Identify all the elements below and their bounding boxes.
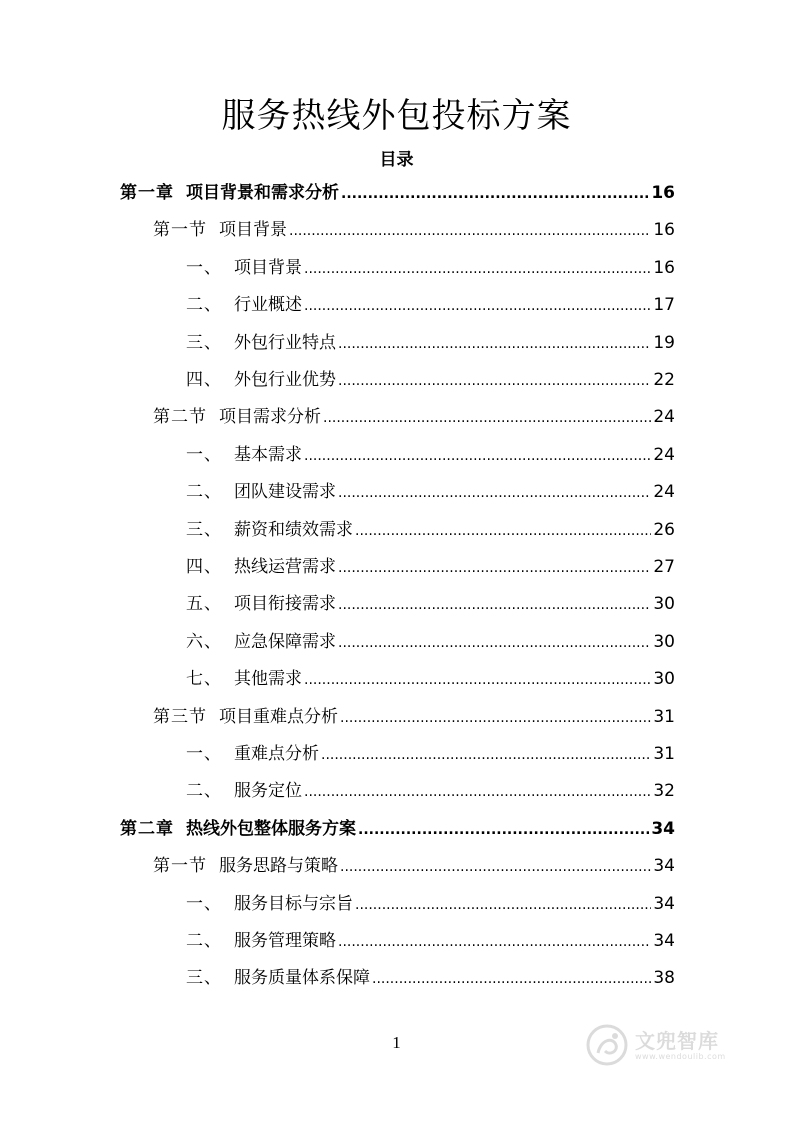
toc-entry[interactable] [153,702,675,732]
toc-dot-leader [355,897,651,913]
toc-dot-leader [338,934,651,950]
toc-entry-title: 热线运营需求 [234,557,336,577]
toc-entry-number: 二、 [186,931,222,951]
toc-entry-title: 外包行业优势 [234,370,336,390]
toc-dot-leader [338,635,651,651]
toc-entry-number: 一、 [186,894,222,914]
toc-entry[interactable] [186,515,675,545]
toc-entry-title: 行业概述 [234,295,302,315]
toc-entry-number: 二、 [186,781,222,801]
toc-dot-leader [341,186,649,202]
toc-dot-leader [355,523,651,539]
toc-entry-number: 六、 [186,632,222,652]
toc-entry-number: 一、 [186,258,222,278]
toc-entry[interactable] [186,552,675,582]
watermark [585,1020,755,1070]
toc-entry-page: 26 [653,520,675,540]
document-title: 服务热线外包投标方案 [221,96,572,136]
toc-dot-leader [304,784,651,800]
toc-entry[interactable] [120,178,675,208]
toc-entry-number: 第一节 [153,220,207,240]
toc-entry-title: 外包行业特点 [234,333,336,353]
toc-entry-number: 四、 [186,370,222,390]
toc-entry-title: 薪资和绩效需求 [234,520,353,540]
toc-entry-page: 30 [653,669,675,689]
toc-entry-page: 34 [651,819,675,839]
toc-entry-page: 16 [653,258,675,278]
toc-dot-leader [338,373,651,389]
toc-entry[interactable] [186,739,675,769]
toc-dot-leader [304,261,651,277]
toc-entry[interactable] [186,290,675,320]
toc-entry[interactable] [186,889,675,919]
toc-entry-number: 五、 [186,594,222,614]
toc-entry-page: 16 [653,220,675,240]
toc-entry-page: 38 [653,968,675,988]
toc-entry[interactable] [186,328,675,358]
toc-entry-page: 19 [653,333,675,353]
toc-entry-page: 31 [653,707,675,727]
toc-entry-title: 重难点分析 [234,744,319,764]
toc-dot-leader [338,485,651,501]
toc-dot-leader [340,859,651,875]
toc-entry-number: 二、 [186,482,222,502]
toc-entry-title: 团队建设需求 [234,482,336,502]
toc-entry-title: 项目背景和需求分析 [186,183,339,203]
toc-entry-title: 项目需求分析 [219,407,321,427]
toc-entry-title: 服务质量体系保障 [234,968,370,988]
toc-dot-leader [321,747,651,763]
toc-entry-page: 17 [653,295,675,315]
toc-entry[interactable] [153,215,675,245]
toc-entry-title: 服务思路与策略 [219,856,338,876]
toc-entry-number: 第一章 [120,183,174,203]
page-number: 1 [392,1033,401,1052]
watermark-name: 文兜智库 [635,1028,719,1053]
toc-entry-title: 项目背景 [219,220,287,240]
toc-entry-page: 32 [653,781,675,801]
toc-entry-page: 24 [653,482,675,502]
toc-entry-page: 24 [653,445,675,465]
toc-entry-title: 其他需求 [234,669,302,689]
toc-entry-number: 七、 [186,669,222,689]
toc-entry-title: 服务目标与宗旨 [234,894,353,914]
toc-dot-leader [372,971,651,987]
toc-entry[interactable] [186,776,675,806]
toc-entry-number: 三、 [186,333,222,353]
toc-entry[interactable] [186,664,675,694]
toc-entry-page: 27 [653,557,675,577]
toc-entry-title: 服务管理策略 [234,931,336,951]
toc-entry-number: 第二章 [120,819,174,839]
toc-entry-title: 热线外包整体服务方案 [186,819,356,839]
toc-entry[interactable] [186,963,675,993]
toc-entry[interactable] [186,477,675,507]
toc-entry-number: 四、 [186,557,222,577]
toc-entry-number: 第二节 [153,407,207,427]
toc-entry-page: 34 [653,931,675,951]
toc-entry[interactable] [186,589,675,619]
toc-entry-page: 30 [653,632,675,652]
toc-entry[interactable] [153,402,675,432]
toc-entry[interactable] [186,365,675,395]
toc-dot-leader [338,336,651,352]
toc-dot-leader [338,560,651,576]
toc-entry-title: 应急保障需求 [234,632,336,652]
toc-dot-leader [323,410,651,426]
toc-entry-title: 项目衔接需求 [234,594,336,614]
toc-entry[interactable] [186,440,675,470]
toc-entry-title: 服务定位 [234,781,302,801]
toc-dot-leader [304,448,651,464]
toc-entry-title: 基本需求 [234,445,302,465]
toc-entry-number: 一、 [186,445,222,465]
toc-heading: 目录 [379,150,414,170]
toc-entry-number: 第一节 [153,856,207,876]
toc-entry[interactable] [186,627,675,657]
toc-entry-page: 30 [653,594,675,614]
toc-entry[interactable] [153,851,675,881]
toc-entry-page: 31 [653,744,675,764]
watermark-url: www.wendoulib.com [635,1051,726,1061]
toc-entry-number: 三、 [186,520,222,540]
toc-dot-leader [358,822,649,838]
toc-entry-number: 一、 [186,744,222,764]
toc-entry-number: 第三节 [153,707,207,727]
toc-entry-page: 24 [653,407,675,427]
toc-entry-number: 三、 [186,968,222,988]
toc-dot-leader [304,672,651,688]
toc-entry-title: 项目背景 [234,258,302,278]
toc-entry-page: 34 [653,856,675,876]
toc-dot-leader [338,597,651,613]
toc-entry-page: 22 [653,370,675,390]
toc-entry-page: 34 [653,894,675,914]
toc-dot-leader [289,223,651,239]
toc-entry-number: 二、 [186,295,222,315]
toc-entry[interactable] [120,814,675,844]
wendou-logo-icon [585,1023,629,1067]
toc-entry-title: 项目重难点分析 [219,707,338,727]
toc-entry[interactable] [186,253,675,283]
toc-dot-leader [340,710,651,726]
toc-entry[interactable] [186,926,675,956]
toc-entry-page: 16 [651,183,675,203]
toc-dot-leader [304,298,651,314]
